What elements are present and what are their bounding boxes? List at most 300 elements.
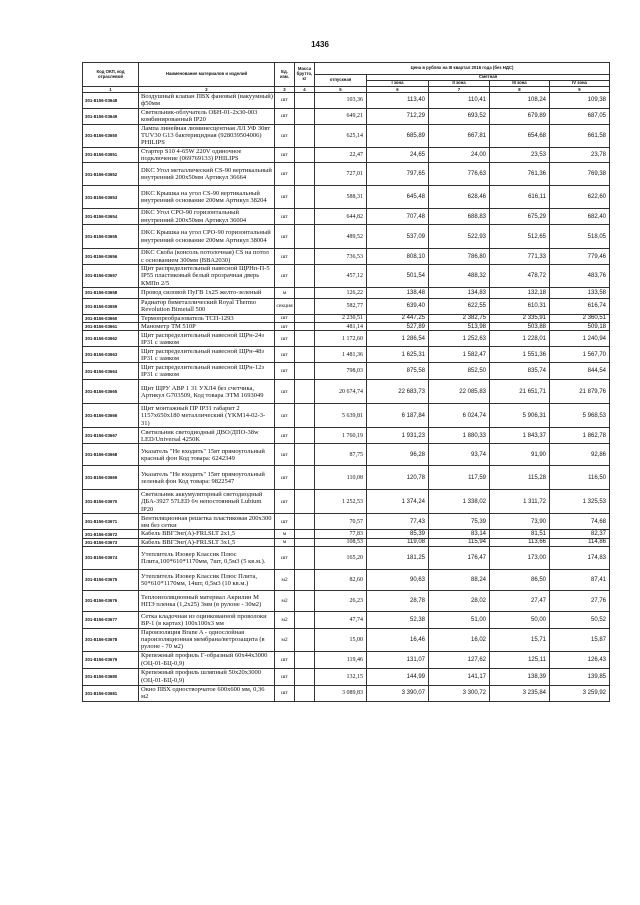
row-price-zone-4: 1 325,53	[550, 490, 610, 514]
row-price-zone-3: 27,47	[490, 590, 550, 611]
row-mass	[295, 108, 315, 124]
row-code: 301-8156-03674	[83, 546, 139, 569]
col-number: 2	[139, 87, 275, 93]
col-number: 1	[83, 87, 139, 93]
table-row	[83, 569, 610, 590]
row-mass	[295, 546, 315, 569]
table-body	[83, 93, 610, 702]
row-price-zone-2: 88,24	[429, 569, 490, 590]
row-price-zone-2: 28,02	[429, 590, 490, 611]
header-price-group: Цена в рублях на III квартал 2016 года (без НДС)	[315, 63, 610, 75]
row-price-otpusknaya: 87,75	[315, 444, 367, 466]
row-price-otpusknaya: 625,14	[315, 124, 367, 147]
row-unit: шт	[275, 209, 295, 225]
row-unit: шт	[275, 380, 295, 404]
row-unit: шт	[275, 514, 295, 530]
row-price-zone-3: 23,53	[490, 147, 550, 163]
table-row	[83, 124, 610, 147]
row-price-zone-2: 127,62	[429, 651, 490, 668]
row-price-otpusknaya: 3 089,83	[315, 685, 367, 701]
row-price-otpusknaya: 588,31	[315, 186, 367, 209]
row-mass	[295, 363, 315, 380]
row-price-zone-4: 92,86	[550, 444, 610, 466]
row-unit: м2	[275, 628, 295, 651]
row-unit: шт	[275, 314, 295, 322]
row-code: 301-8156-03656	[83, 249, 139, 265]
row-price-zone-3: 675,29	[490, 209, 550, 225]
row-code: 301-8156-03667	[83, 428, 139, 444]
row-price-zone-1: 6 187,84	[367, 404, 429, 428]
row-price-otpusknaya: 132,15	[315, 668, 367, 685]
row-name: Щит распределительный навесной ЩРн-12з IP31 с замком	[139, 363, 275, 380]
row-unit: шт	[275, 444, 295, 466]
row-price-zone-2: 51,00	[429, 611, 490, 628]
row-price-otpusknaya: 582,77	[315, 298, 367, 314]
row-price-zone-1: 712,29	[367, 108, 429, 124]
row-name: Воздушный клапан ПВХ фановый (вакуумный) ф50мм	[139, 93, 275, 109]
row-price-zone-2: 786,80	[429, 249, 490, 265]
row-price-zone-1: 181,25	[367, 546, 429, 569]
row-price-zone-1: 1 286,54	[367, 331, 429, 347]
row-price-zone-4: 1 240,94	[550, 331, 610, 347]
row-code: 301-8156-03654	[83, 209, 139, 225]
row-unit: шт	[275, 331, 295, 347]
row-price-zone-2: 1 582,47	[429, 347, 490, 363]
table-row	[83, 363, 610, 380]
row-price-zone-4: 174,83	[550, 546, 610, 569]
row-price-zone-4: 126,43	[550, 651, 610, 668]
row-mass	[295, 444, 315, 466]
row-name: Указатель "Не входить" 15вт прямоугольный красный фон Код товара: 6242349	[139, 444, 275, 466]
row-name: Радиатор биметаллический Royal Thermo Revolution Bimetall 500	[139, 298, 275, 314]
row-price-zone-2: 75,39	[429, 514, 490, 530]
row-price-zone-1: 2 447,25	[367, 314, 429, 322]
row-price-zone-1: 645,48	[367, 186, 429, 209]
row-price-zone-1: 685,89	[367, 124, 429, 147]
row-mass	[295, 380, 315, 404]
header-otpusknaya: отпускная	[315, 75, 367, 87]
header-zone-4: IV зона	[550, 81, 610, 87]
table-row	[83, 209, 610, 225]
row-price-zone-2: 688,83	[429, 209, 490, 225]
row-price-zone-3: 113,66	[490, 538, 550, 546]
col-number: 5	[315, 87, 367, 93]
row-price-zone-3: 1 843,37	[490, 428, 550, 444]
row-price-zone-3: 835,74	[490, 363, 550, 380]
table-row	[83, 287, 610, 298]
row-price-otpusknaya: 2 230,51	[315, 314, 367, 322]
row-price-zone-2: 83,14	[429, 530, 490, 538]
row-price-zone-3: 81,51	[490, 530, 550, 538]
row-code: 301-8156-03657	[83, 265, 139, 288]
row-unit: шт	[275, 186, 295, 209]
row-price-zone-1: 90,63	[367, 569, 429, 590]
row-unit: шт	[275, 651, 295, 668]
table-row	[83, 298, 610, 314]
row-price-zone-3: 512,65	[490, 225, 550, 249]
row-price-otpusknaya: 736,53	[315, 249, 367, 265]
row-price-otpusknaya: 77,83	[315, 530, 367, 538]
row-price-zone-2: 24,00	[429, 147, 490, 163]
row-code: 301-8156-03653	[83, 186, 139, 209]
row-price-otpusknaya: 103,36	[315, 93, 367, 109]
row-code: 301-8156-03650	[83, 124, 139, 147]
row-price-otpusknaya: 110,08	[315, 466, 367, 490]
row-unit: шт	[275, 265, 295, 288]
row-price-zone-3: 50,00	[490, 611, 550, 628]
row-code: 301-8156-03681	[83, 685, 139, 701]
row-price-zone-2: 2 382,75	[429, 314, 490, 322]
row-price-otpusknaya: 47,74	[315, 611, 367, 628]
row-price-zone-2: 488,32	[429, 265, 490, 288]
row-price-zone-3: 503,88	[490, 323, 550, 331]
row-price-zone-1: 16,46	[367, 628, 429, 651]
row-unit: шт	[275, 363, 295, 380]
row-name: Пароизоляция Brane A - однослойная пароизоляционная мембрана/ветрозащита (в рулоне - 70 м2)	[139, 628, 275, 651]
row-price-zone-4: 15,87	[550, 628, 610, 651]
row-price-otpusknaya: 165,20	[315, 546, 367, 569]
row-code: 301-8156-03649	[83, 108, 139, 124]
row-mass	[295, 163, 315, 186]
row-mass	[295, 225, 315, 249]
row-price-zone-4: 87,41	[550, 569, 610, 590]
row-name: DKC Крышка на угол CS-90 вертикальный внутренний основание 200мм Артикул 38204	[139, 186, 275, 209]
table-row	[83, 490, 610, 514]
row-price-zone-3: 679,89	[490, 108, 550, 124]
table-row	[83, 331, 610, 347]
table-row	[83, 611, 610, 628]
row-price-zone-3: 616,11	[490, 186, 550, 209]
row-unit: шт	[275, 668, 295, 685]
row-code: 301-8156-03675	[83, 569, 139, 590]
row-price-otpusknaya: 5 639,81	[315, 404, 367, 428]
row-price-zone-4: 769,38	[550, 163, 610, 186]
row-mass	[295, 530, 315, 538]
row-price-zone-1: 77,43	[367, 514, 429, 530]
row-name: Крепежный профиль Г-образный 60х44х3000 (ОЦ-01-БЦ-0,9)	[139, 651, 275, 668]
row-mass	[295, 124, 315, 147]
row-name: Указатель "Не входить" 15вт прямоугольный зеленый фон Код товара: 9822547	[139, 466, 275, 490]
table-row	[83, 668, 610, 685]
row-price-zone-4: 3 259,92	[550, 685, 610, 701]
table-row	[83, 186, 610, 209]
row-price-zone-2: 110,41	[429, 93, 490, 109]
row-price-zone-2: 115,94	[429, 538, 490, 546]
table-row	[83, 546, 610, 569]
row-code: 301-8156-03672	[83, 530, 139, 538]
header-mass: Масса брутто, кг	[295, 63, 315, 87]
row-price-zone-1: 1 931,23	[367, 428, 429, 444]
row-unit: шт	[275, 163, 295, 186]
row-code: 301-8156-03651	[83, 147, 139, 163]
table-row	[83, 590, 610, 611]
header-zone-2: II зона	[429, 81, 490, 87]
row-name: DKC Угол металлический CS-90 вертикальный внутренний 200х50мм Артикул 36664	[139, 163, 275, 186]
row-price-zone-2: 117,59	[429, 466, 490, 490]
row-price-zone-1: 797,65	[367, 163, 429, 186]
row-price-zone-3: 86,50	[490, 569, 550, 590]
row-code: 301-8156-03668	[83, 444, 139, 466]
row-name: Светильник аккумуляторный светодиодный ДБА-3927 57LED 6ч непостоянный Lubium IP20	[139, 490, 275, 514]
row-unit: шт	[275, 124, 295, 147]
row-unit: шт	[275, 323, 295, 331]
row-price-zone-4: 114,86	[550, 538, 610, 546]
row-price-zone-1: 22 683,73	[367, 380, 429, 404]
row-price-zone-4: 661,58	[550, 124, 610, 147]
row-price-zone-4: 23,78	[550, 147, 610, 163]
row-code: 301-8156-03679	[83, 651, 139, 668]
row-price-zone-2: 852,50	[429, 363, 490, 380]
row-price-zone-4: 518,05	[550, 225, 610, 249]
row-mass	[295, 668, 315, 685]
row-price-otpusknaya: 22,47	[315, 147, 367, 163]
row-price-otpusknaya: 1 481,36	[315, 347, 367, 363]
row-price-otpusknaya: 15,00	[315, 628, 367, 651]
row-unit: м2	[275, 611, 295, 628]
row-price-zone-2: 1 880,33	[429, 428, 490, 444]
row-mass	[295, 186, 315, 209]
row-price-otpusknaya: 489,52	[315, 225, 367, 249]
row-price-zone-2: 522,93	[429, 225, 490, 249]
row-price-otpusknaya: 798,03	[315, 363, 367, 380]
row-mass	[295, 490, 315, 514]
table-row	[83, 323, 610, 331]
row-price-otpusknaya: 644,82	[315, 209, 367, 225]
row-price-zone-1: 119,08	[367, 538, 429, 546]
table-row	[83, 225, 610, 249]
row-price-zone-1: 875,58	[367, 363, 429, 380]
row-code: 301-8156-03662	[83, 331, 139, 347]
row-price-zone-3: 610,31	[490, 298, 550, 314]
table-row	[83, 108, 610, 124]
row-unit: м	[275, 530, 295, 538]
row-code: 301-8156-03660	[83, 314, 139, 322]
row-price-zone-1: 3 390,07	[367, 685, 429, 701]
row-price-zone-1: 113,40	[367, 93, 429, 109]
col-number: 9	[550, 87, 610, 93]
row-price-zone-1: 808,10	[367, 249, 429, 265]
row-price-zone-4: 483,76	[550, 265, 610, 288]
row-code: 301-8156-03677	[83, 611, 139, 628]
row-price-zone-3: 1 311,72	[490, 490, 550, 514]
table-row	[83, 404, 610, 428]
table-row	[83, 530, 610, 538]
table-row	[83, 428, 610, 444]
row-code: 301-8156-03665	[83, 380, 139, 404]
row-price-zone-1: 24,65	[367, 147, 429, 163]
row-name: DKC Угол CPO-90 горизонтальный внутренний 200х50мм Артикул 36004	[139, 209, 275, 225]
row-price-otpusknaya: 126,22	[315, 287, 367, 298]
row-price-zone-3: 654,68	[490, 124, 550, 147]
row-price-zone-2: 622,55	[429, 298, 490, 314]
row-mass	[295, 93, 315, 109]
row-price-zone-1: 537,09	[367, 225, 429, 249]
row-price-zone-3: 2 335,91	[490, 314, 550, 322]
col-number: 4	[295, 87, 315, 93]
row-mass	[295, 265, 315, 288]
row-price-zone-2: 513,98	[429, 323, 490, 331]
row-unit: шт	[275, 249, 295, 265]
table-row	[83, 466, 610, 490]
row-name: Утеплитель Изовер Классик Плюс Плита, 50*610*1170мм, 14шт, 0,5м3 (10 кв.м.)	[139, 569, 275, 590]
row-price-zone-4: 687,05	[550, 108, 610, 124]
row-price-zone-3: 125,11	[490, 651, 550, 668]
row-price-zone-4: 50,52	[550, 611, 610, 628]
row-price-zone-4: 5 968,53	[550, 404, 610, 428]
row-code: 301-8156-03669	[83, 466, 139, 490]
row-price-otpusknaya: 649,21	[315, 108, 367, 124]
row-price-zone-3: 73,90	[490, 514, 550, 530]
row-price-zone-2: 3 300,72	[429, 685, 490, 701]
row-price-zone-2: 22 085,83	[429, 380, 490, 404]
row-price-zone-2: 1 338,02	[429, 490, 490, 514]
row-unit: шт	[275, 347, 295, 363]
table-row	[83, 444, 610, 466]
row-unit: м2	[275, 569, 295, 590]
row-price-zone-2: 6 024,74	[429, 404, 490, 428]
row-code: 301-8156-03664	[83, 363, 139, 380]
row-price-otpusknaya: 82,60	[315, 569, 367, 590]
row-name: Стартер S10 4-65W 220V одиночное подключение (069769133) PHILIPS	[139, 147, 275, 163]
row-price-zone-4: 82,37	[550, 530, 610, 538]
row-mass	[295, 331, 315, 347]
row-unit: шт	[275, 404, 295, 428]
row-price-zone-2: 693,52	[429, 108, 490, 124]
table-row	[83, 147, 610, 163]
row-mass	[295, 298, 315, 314]
row-unit: шт	[275, 225, 295, 249]
row-mass	[295, 569, 315, 590]
row-unit: шт	[275, 466, 295, 490]
table-row	[83, 651, 610, 668]
row-code: 301-8156-03652	[83, 163, 139, 186]
row-price-zone-4: 21 879,76	[550, 380, 610, 404]
row-price-zone-2: 16,02	[429, 628, 490, 651]
table-row	[83, 163, 610, 186]
header-name: Наименование материалов и изделий	[139, 63, 275, 87]
row-name: Щит распределительный навесной ЩРНп-П-5 IP55 пластиковый белый прозрачная дверь КМПп 2/5	[139, 265, 275, 288]
row-price-zone-1: 707,48	[367, 209, 429, 225]
row-name: Светильник светодиодный ДВО/ДПО-38w LED/Universal 4250K	[139, 428, 275, 444]
row-price-zone-3: 761,36	[490, 163, 550, 186]
table-row	[83, 514, 610, 530]
row-price-zone-1: 1 374,24	[367, 490, 429, 514]
row-name: Щит распределительный навесной ЩРн-24з IP31 с замком	[139, 331, 275, 347]
row-unit: м	[275, 538, 295, 546]
table-row	[83, 685, 610, 701]
row-name: DKC Скоба (консоль потолочная) CS на потол с основанием 300мм (BBA2030)	[139, 249, 275, 265]
row-mass	[295, 685, 315, 701]
row-price-zone-4: 616,74	[550, 298, 610, 314]
table-row	[83, 249, 610, 265]
row-name: Манометр ТМ 510Р	[139, 323, 275, 331]
header-code: Код ОКП, код отраслевой	[83, 63, 139, 87]
row-name: Светильник-облучатель ОБН-01-2х30-003 комбинированный IP20	[139, 108, 275, 124]
table-row	[83, 314, 610, 322]
row-price-zone-2: 628,46	[429, 186, 490, 209]
header-unit: Ед. изм.	[275, 63, 295, 87]
row-mass	[295, 590, 315, 611]
row-price-zone-2: 1 252,63	[429, 331, 490, 347]
row-price-zone-1: 96,28	[367, 444, 429, 466]
row-price-zone-4: 1 862,78	[550, 428, 610, 444]
row-code: 301-8156-03680	[83, 668, 139, 685]
row-price-zone-4: 27,76	[550, 590, 610, 611]
row-mass	[295, 347, 315, 363]
row-price-zone-1: 1 625,31	[367, 347, 429, 363]
row-name: Щит монтажный ПР IP31 габарит 2 1157х650х180 металлический (YKM14-02-3-31)	[139, 404, 275, 428]
row-price-zone-3: 21 651,71	[490, 380, 550, 404]
table-row	[83, 265, 610, 288]
row-code: 301-8156-03666	[83, 404, 139, 428]
row-price-zone-1: 144,99	[367, 668, 429, 685]
row-code: 301-8156-03655	[83, 225, 139, 249]
row-mass	[295, 651, 315, 668]
row-name: Крепежный профиль шляпный 50х20х3000 (ОЦ-01-БЦ-0,9)	[139, 668, 275, 685]
row-price-otpusknaya: 457,12	[315, 265, 367, 288]
row-mass	[295, 404, 315, 428]
row-price-zone-4: 133,58	[550, 287, 610, 298]
row-price-zone-2: 176,47	[429, 546, 490, 569]
price-table	[82, 62, 610, 702]
row-price-zone-3: 3 235,84	[490, 685, 550, 701]
row-code: 301-8156-03659	[83, 298, 139, 314]
row-price-zone-4: 74,68	[550, 514, 610, 530]
row-price-zone-1: 131,07	[367, 651, 429, 668]
row-price-zone-3: 1 228,01	[490, 331, 550, 347]
row-name: Кабель ВВГЭнг(А)-FRLSLT 3х1,5	[139, 538, 275, 546]
row-price-otpusknaya: 1 172,60	[315, 331, 367, 347]
row-price-zone-3: 478,72	[490, 265, 550, 288]
table-row	[83, 538, 610, 546]
row-name: Окно ПВХ одностворчатое 600х600 мм, 0,36 м2	[139, 685, 275, 701]
page-number: 1436	[311, 40, 329, 49]
row-unit: м2	[275, 590, 295, 611]
row-price-otpusknaya: 119,46	[315, 651, 367, 668]
col-number: 8	[490, 87, 550, 93]
row-mass	[295, 209, 315, 225]
row-price-zone-4: 509,18	[550, 323, 610, 331]
col-number: 6	[367, 87, 429, 93]
row-unit: шт	[275, 428, 295, 444]
row-code: 301-8156-03661	[83, 323, 139, 331]
row-price-otpusknaya: 70,57	[315, 514, 367, 530]
row-mass	[295, 249, 315, 265]
row-price-zone-2: 667,81	[429, 124, 490, 147]
row-price-zone-4: 622,60	[550, 186, 610, 209]
row-price-zone-2: 776,63	[429, 163, 490, 186]
row-mass	[295, 428, 315, 444]
row-mass	[295, 323, 315, 331]
row-price-zone-1: 85,39	[367, 530, 429, 538]
row-price-zone-4: 116,50	[550, 466, 610, 490]
row-price-zone-4: 682,40	[550, 209, 610, 225]
col-number: 7	[429, 87, 490, 93]
row-price-zone-3: 115,28	[490, 466, 550, 490]
row-price-zone-4: 109,38	[550, 93, 610, 109]
row-price-zone-1: 120,78	[367, 466, 429, 490]
row-price-zone-1: 138,48	[367, 287, 429, 298]
row-name: Утеплитель Изовер Классик Плюс Плита,100*610*1170мм, 7шт, 0,5м3 (5 кв.м.).	[139, 546, 275, 569]
row-price-zone-3: 132,18	[490, 287, 550, 298]
row-price-otpusknaya: 108,53	[315, 538, 367, 546]
row-mass	[295, 628, 315, 651]
table-row	[83, 380, 610, 404]
col-number: 3	[275, 87, 295, 93]
row-unit: шт	[275, 93, 295, 109]
row-mass	[295, 287, 315, 298]
row-mass	[295, 538, 315, 546]
